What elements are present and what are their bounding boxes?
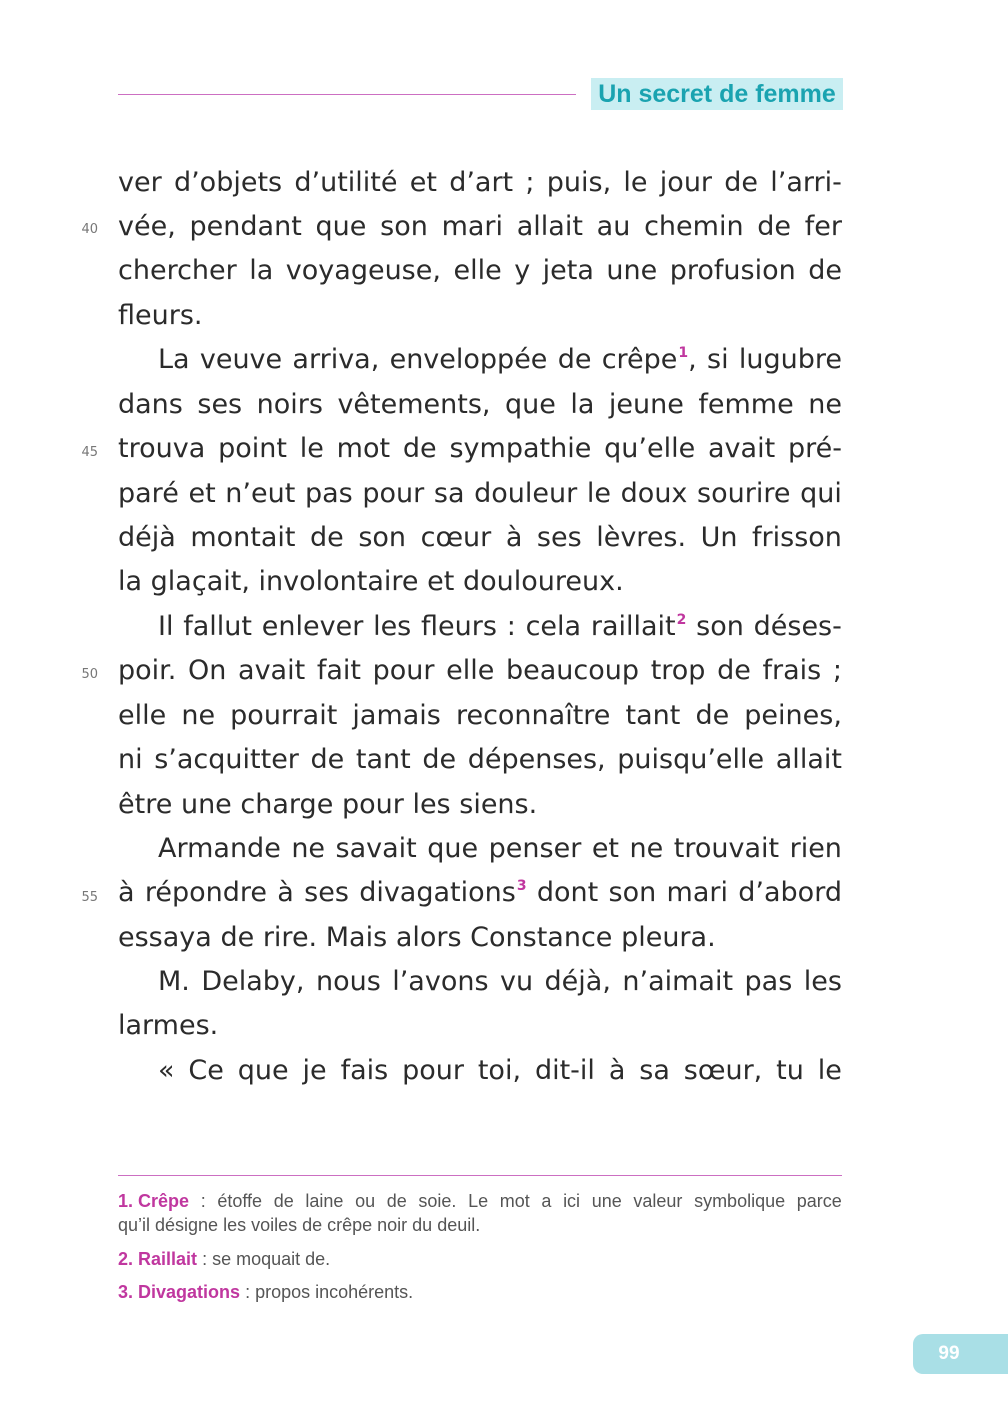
word: crêpe$^1$, bbox=[602, 338, 697, 382]
word: beaucoup bbox=[506, 655, 640, 686]
footnote-word: soie. bbox=[418, 1191, 457, 1211]
word: M. bbox=[158, 966, 190, 997]
word: « bbox=[158, 1055, 175, 1086]
word: y bbox=[514, 255, 531, 286]
word: dit-il bbox=[534, 1055, 595, 1086]
word: penser bbox=[488, 833, 582, 864]
word: je bbox=[302, 1055, 327, 1086]
footnote-word: ici bbox=[563, 1191, 581, 1211]
word: raillait$^2$ bbox=[590, 611, 687, 642]
word: puis, bbox=[546, 167, 612, 198]
footnote-word: symbolique bbox=[694, 1191, 786, 1211]
text-line bbox=[118, 605, 842, 649]
word: douloureux. bbox=[463, 566, 624, 597]
word: si bbox=[707, 344, 729, 375]
footnote-number: 3. bbox=[118, 1282, 134, 1302]
word: répondre bbox=[144, 877, 267, 908]
text-line bbox=[118, 338, 842, 382]
text-line bbox=[118, 1049, 842, 1093]
word: trouvait bbox=[673, 833, 780, 864]
word: montait bbox=[190, 522, 296, 553]
word: à bbox=[118, 877, 135, 908]
word: trop bbox=[650, 655, 706, 686]
word: Il bbox=[158, 611, 174, 642]
footnote-marker[interactable]: 3 bbox=[516, 878, 527, 894]
word: ne bbox=[181, 700, 216, 731]
line-number: 45 bbox=[81, 445, 98, 460]
word: ne bbox=[808, 389, 842, 420]
word: tant bbox=[625, 700, 681, 731]
running-header-title: Un secret de femme bbox=[591, 78, 843, 110]
word: lèvres. bbox=[596, 522, 687, 553]
word: le bbox=[586, 478, 612, 509]
word: d’utilité bbox=[294, 167, 398, 198]
footnote-word: mot bbox=[499, 1191, 530, 1211]
word: jeta bbox=[542, 255, 594, 286]
word: l’avons bbox=[392, 966, 489, 997]
word: et bbox=[188, 478, 216, 509]
word: , bbox=[688, 344, 697, 375]
word: la bbox=[570, 389, 595, 420]
word: son bbox=[380, 211, 428, 242]
footnote-number: 1. bbox=[118, 1191, 134, 1211]
word: frisson bbox=[752, 522, 842, 553]
word: ni bbox=[118, 744, 143, 775]
word: les bbox=[373, 611, 412, 642]
word: profusion bbox=[669, 255, 796, 286]
word: le bbox=[817, 1055, 842, 1086]
word: à bbox=[608, 1055, 626, 1086]
text-line bbox=[118, 694, 842, 738]
word: ses bbox=[304, 877, 349, 908]
word: vée, bbox=[118, 211, 176, 242]
word: Delaby, bbox=[201, 966, 305, 997]
word: ses bbox=[536, 522, 582, 553]
word: fallut bbox=[183, 611, 252, 642]
footnote-text: : se moquait de. bbox=[197, 1249, 331, 1269]
word: qui bbox=[800, 478, 842, 509]
word: fleurs. bbox=[118, 300, 203, 331]
word: de bbox=[724, 167, 759, 198]
text-line bbox=[118, 827, 842, 871]
footnote-word: de bbox=[273, 1191, 294, 1211]
footnote-rule bbox=[118, 1175, 842, 1176]
footnote-1-line-1 bbox=[118, 1189, 842, 1213]
word: voyageuse, bbox=[285, 255, 441, 286]
word: la bbox=[118, 566, 143, 597]
word: pour bbox=[372, 655, 435, 686]
word: les bbox=[412, 789, 451, 820]
footnote-3 bbox=[118, 1280, 842, 1304]
word: fait bbox=[316, 655, 361, 686]
word: siens. bbox=[459, 789, 538, 820]
word: tu bbox=[776, 1055, 804, 1086]
word: ver bbox=[118, 167, 162, 198]
word: mari bbox=[666, 877, 728, 908]
word: Ce bbox=[188, 1055, 224, 1086]
text-line bbox=[118, 916, 842, 960]
footnote-marker[interactable]: 1 bbox=[678, 345, 689, 361]
text-line bbox=[118, 294, 842, 338]
word: sourire bbox=[697, 478, 791, 509]
word: être bbox=[118, 789, 173, 820]
word: ; bbox=[525, 167, 535, 198]
word: elle bbox=[446, 655, 495, 686]
word: pourrait bbox=[230, 700, 338, 731]
word: à bbox=[277, 877, 294, 908]
word: involontaire bbox=[258, 566, 419, 597]
word: une bbox=[606, 255, 658, 286]
word: de bbox=[757, 211, 792, 242]
word: nous bbox=[315, 966, 381, 997]
word: elle bbox=[453, 255, 502, 286]
word: enveloppée bbox=[389, 344, 548, 375]
word: avait bbox=[708, 433, 776, 464]
word: elle bbox=[118, 700, 167, 731]
word: fer bbox=[804, 211, 842, 242]
word: dans bbox=[118, 389, 183, 420]
footnote-word: une bbox=[591, 1191, 622, 1211]
word: allait bbox=[775, 744, 842, 775]
word: et bbox=[591, 833, 620, 864]
word: et bbox=[427, 566, 455, 597]
word: la bbox=[249, 255, 274, 286]
word: que bbox=[315, 211, 367, 242]
word: de bbox=[695, 700, 730, 731]
footnote-word: parce bbox=[796, 1191, 842, 1211]
text-line bbox=[118, 649, 842, 693]
word: que bbox=[427, 833, 479, 864]
text-line bbox=[118, 871, 842, 915]
word: vêtements, bbox=[337, 389, 491, 420]
text-line bbox=[118, 783, 842, 827]
text-line bbox=[118, 560, 842, 604]
word: fleurs bbox=[421, 611, 497, 642]
footnote-word: laine bbox=[305, 1191, 344, 1211]
word: de bbox=[402, 433, 437, 464]
word: pleura. bbox=[621, 922, 716, 953]
footnote-word: de bbox=[386, 1191, 407, 1211]
word: ses bbox=[197, 389, 243, 420]
line-number: 40 bbox=[81, 222, 98, 237]
word: paré bbox=[118, 478, 179, 509]
word: vu bbox=[499, 966, 534, 997]
word: tant bbox=[355, 744, 411, 775]
word: dont bbox=[536, 877, 599, 908]
word: fais bbox=[340, 1055, 389, 1086]
word: que bbox=[505, 389, 556, 420]
text-line bbox=[118, 161, 842, 205]
footnote-word: étoffe bbox=[217, 1191, 263, 1211]
word: puisqu’elle bbox=[617, 744, 765, 775]
word: glaçait, bbox=[150, 566, 250, 597]
word: son bbox=[608, 877, 657, 908]
word: cela bbox=[525, 611, 582, 642]
line-number: 55 bbox=[81, 890, 98, 905]
word: allait bbox=[516, 211, 583, 242]
footnote-number: 2. bbox=[118, 1249, 134, 1269]
word: mot bbox=[336, 433, 391, 464]
word: cœur bbox=[420, 522, 492, 553]
word: veuve bbox=[199, 344, 283, 375]
word: Mais bbox=[325, 922, 388, 953]
word: pour bbox=[402, 1055, 464, 1086]
word: le bbox=[299, 433, 324, 464]
word: de bbox=[310, 522, 344, 553]
text-line bbox=[118, 960, 842, 1004]
word: alors bbox=[395, 922, 462, 953]
word: sa bbox=[639, 1055, 670, 1086]
text-line bbox=[118, 472, 842, 516]
footnote-marker[interactable]: 2 bbox=[676, 612, 687, 628]
word: doux bbox=[620, 478, 688, 509]
word: jour bbox=[659, 167, 713, 198]
word: On bbox=[188, 655, 227, 686]
text-line bbox=[118, 738, 842, 782]
word: pas bbox=[304, 478, 353, 509]
word: les bbox=[803, 966, 842, 997]
word: rire. bbox=[262, 922, 318, 953]
page-number-tab bbox=[913, 1334, 1008, 1374]
word: Constance bbox=[470, 922, 613, 953]
word: une bbox=[180, 789, 232, 820]
word: divagations$^3$ bbox=[359, 877, 527, 908]
word: jeune bbox=[608, 389, 684, 420]
word: sa bbox=[433, 478, 465, 509]
word: peines, bbox=[744, 700, 842, 731]
footnote-word: a bbox=[541, 1191, 552, 1211]
word: d’abord bbox=[738, 877, 842, 908]
word: d’art bbox=[449, 167, 514, 198]
word: ne bbox=[629, 833, 664, 864]
text-line bbox=[118, 205, 842, 249]
footnote-1-line-2: qu’il désigne les voiles de crêpe noir du deuil. bbox=[118, 1215, 481, 1235]
text-line bbox=[118, 427, 842, 471]
word: pour bbox=[341, 789, 404, 820]
word: noirs bbox=[256, 389, 323, 420]
word: Un bbox=[700, 522, 738, 553]
footnote-lead bbox=[118, 1189, 189, 1213]
word: son bbox=[696, 611, 744, 642]
word: au bbox=[596, 211, 631, 242]
word: toi, bbox=[477, 1055, 522, 1086]
page-number: 99 bbox=[938, 1343, 960, 1364]
footnote-1 bbox=[118, 1189, 842, 1237]
word: de bbox=[808, 255, 842, 286]
word: frais bbox=[762, 655, 822, 686]
word: pendant bbox=[189, 211, 302, 242]
word: pour bbox=[362, 478, 425, 509]
word: de bbox=[220, 922, 255, 953]
word: déjà bbox=[118, 522, 176, 553]
footnote-2 bbox=[118, 1247, 842, 1271]
word: chercher bbox=[118, 255, 237, 286]
word: s’acquitter bbox=[154, 744, 299, 775]
word: de bbox=[717, 655, 751, 686]
footnote-word: valeur bbox=[633, 1191, 683, 1211]
word: charge bbox=[240, 789, 334, 820]
word: larmes. bbox=[118, 1010, 219, 1041]
word: : bbox=[506, 611, 516, 642]
word: déses- bbox=[753, 611, 842, 642]
word: chemin bbox=[644, 211, 744, 242]
word: douleur bbox=[474, 478, 578, 509]
word: n’aimait bbox=[622, 966, 734, 997]
footnote-term: Crêpe bbox=[138, 1191, 190, 1211]
word: déjà, bbox=[544, 966, 611, 997]
word: sympathie bbox=[449, 433, 592, 464]
text-line bbox=[118, 1004, 842, 1048]
word: arriva, bbox=[292, 344, 380, 375]
word: de bbox=[422, 744, 457, 775]
line-number: 50 bbox=[81, 667, 98, 682]
word: Armande bbox=[158, 833, 281, 864]
word: dépenses, bbox=[467, 744, 606, 775]
word: à bbox=[505, 522, 523, 553]
word: pré- bbox=[787, 433, 842, 464]
word: ; bbox=[832, 655, 842, 686]
word: qu’elle bbox=[604, 433, 696, 464]
footnote-text: : propos incohérents. bbox=[240, 1282, 414, 1302]
footnote-word: Le bbox=[468, 1191, 489, 1211]
word: d’objets bbox=[173, 167, 283, 198]
word: poir. bbox=[118, 655, 177, 686]
word: rien bbox=[789, 833, 842, 864]
word: savait bbox=[335, 833, 417, 864]
word: sœur, bbox=[683, 1055, 763, 1086]
word: de bbox=[310, 744, 345, 775]
word: essaya bbox=[118, 922, 212, 953]
word: que bbox=[237, 1055, 289, 1086]
word: mari bbox=[441, 211, 504, 242]
header-rule bbox=[118, 94, 576, 95]
text-line bbox=[118, 516, 842, 560]
footnote-word: ou bbox=[355, 1191, 376, 1211]
word: lugubre bbox=[738, 344, 842, 375]
word: le bbox=[623, 167, 648, 198]
footnote-term: Divagations bbox=[138, 1282, 241, 1302]
footnote-term: Raillait bbox=[138, 1249, 198, 1269]
footnote-word: : bbox=[200, 1191, 206, 1211]
word: et bbox=[409, 167, 437, 198]
word: jamais bbox=[352, 700, 441, 731]
word: pas bbox=[744, 966, 793, 997]
word: femme bbox=[698, 389, 794, 420]
word: point bbox=[218, 433, 287, 464]
text-line bbox=[118, 249, 842, 293]
word: l’arri- bbox=[770, 167, 842, 198]
word: n’eut bbox=[225, 478, 296, 509]
word: ne bbox=[291, 833, 326, 864]
word: La bbox=[158, 344, 190, 375]
word: avait bbox=[238, 655, 306, 686]
word: trouva bbox=[118, 433, 206, 464]
word: de bbox=[557, 344, 592, 375]
word: reconnaître bbox=[455, 700, 611, 731]
text-line bbox=[118, 383, 842, 427]
word: son bbox=[358, 522, 407, 553]
word: enlever bbox=[261, 611, 364, 642]
